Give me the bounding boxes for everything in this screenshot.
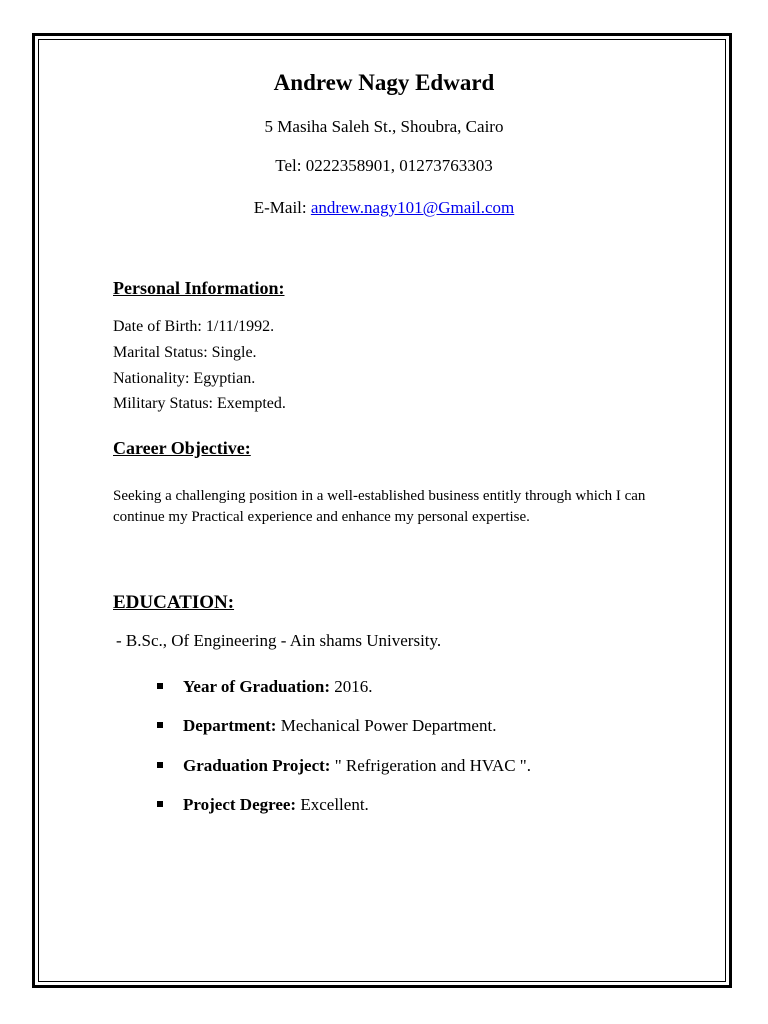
cv-address: 5 Masiha Saleh St., Shoubra, Cairo xyxy=(264,117,504,136)
bullet-value: 2016. xyxy=(330,677,373,696)
bullet-value: Mechanical Power Department. xyxy=(276,716,497,735)
square-bullet-icon xyxy=(157,801,163,807)
email-link[interactable]: andrew.nagy101@Gmail.com xyxy=(310,198,515,217)
nationality: Nationality: Egyptian. xyxy=(113,370,256,387)
education-heading: EDUCATION: xyxy=(113,592,235,613)
square-bullet-icon xyxy=(157,683,163,689)
career-objective-text: Seeking a challenging position in a well-established business entitly through which I can continue my Practical experience and enhance my personal expertise. xyxy=(113,488,646,525)
military-status: Military Status: Exempted. xyxy=(113,395,286,412)
degree-line: - B.Sc., Of Engineering - Ain shams University. xyxy=(116,631,442,650)
career-objective-heading: Career Objective: xyxy=(113,438,251,458)
personal-information-heading: Personal Information: xyxy=(113,278,285,298)
cv-name: Andrew Nagy Edward xyxy=(273,70,495,95)
bullet-value: Excellent. xyxy=(296,795,369,814)
bullet-key: Department: xyxy=(183,716,277,735)
bullet-key: Project Degree: xyxy=(183,795,297,814)
list-item xyxy=(157,677,373,697)
square-bullet-icon xyxy=(157,722,163,728)
list-item xyxy=(157,716,496,736)
bullet-value: " Refrigeration and HVAC ". xyxy=(330,756,531,775)
bullet-key: Graduation Project: xyxy=(183,756,331,775)
email-label: E-Mail: xyxy=(253,198,311,217)
cv-telephone: Tel: 0222358901, 01273763303 xyxy=(275,156,493,175)
square-bullet-icon xyxy=(157,762,163,768)
list-item xyxy=(157,795,369,815)
bullet-key: Year of Graduation: xyxy=(183,677,331,696)
marital-status: Marital Status: Single. xyxy=(113,344,257,361)
list-item xyxy=(157,756,531,776)
cv-email-line xyxy=(0,198,768,218)
date-of-birth: Date of Birth: 1/11/1992. xyxy=(113,318,275,335)
